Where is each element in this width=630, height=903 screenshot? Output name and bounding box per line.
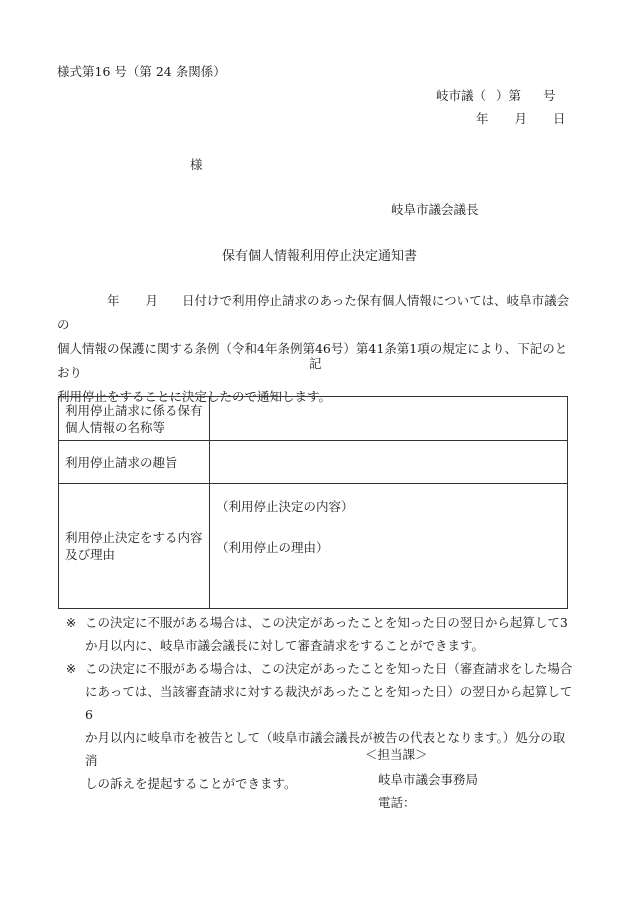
body-line-1: 年 月 日付けで利用停止請求のあった保有個人情報については、岐阜市議会の (57, 293, 570, 332)
sender-name: 岐阜市議会議長 (391, 202, 479, 217)
row1-label: 利用停止請求に係る保有 個人情報の名称等 (59, 397, 210, 441)
table-row (59, 441, 568, 484)
note-mark: ※ (65, 615, 77, 630)
issue-date: 年 月 日 (476, 111, 566, 126)
note-mark: ※ (65, 661, 77, 676)
decision-reason-label: （利用停止の理由） (216, 540, 329, 555)
note-item: ※ この決定に不服がある場合は、この決定があったことを知った日（審査請求をした場合 にあっては、当該審査請求に対する裁決があったことを知った日）の翌日から起算して6 か月以内に岐阜市を被告として（岐阜市議会議長が被告の代表となります。）処分の取消 しの訴えを提起することができます。 (57, 657, 577, 795)
contact-office: 岐阜市議会事務局 (378, 772, 479, 787)
contact-phone: 電話： (378, 795, 416, 810)
notes (57, 611, 577, 795)
row3-label: 利用停止決定をする内容 及び理由 (59, 484, 210, 609)
notice-body (57, 289, 577, 409)
decision-content-label: （利用停止決定の内容） (216, 499, 354, 514)
body-line-3: 利用停止をすることに決定したので通知します。 (57, 389, 332, 404)
form-number: 様式第16 号（第 24 条関係） (57, 64, 226, 79)
row2-label: 利用停止請求の趣旨 (59, 441, 210, 484)
row2-value (210, 441, 568, 484)
decision-table (58, 396, 568, 609)
ki-heading: 記 (309, 356, 322, 371)
note-item: ※ この決定に不服がある場合は、この決定があったことを知った日の翌日から起算して3 か月以内に、岐阜市議会議長に対して審査請求をすることができます。 (57, 611, 577, 657)
body-line-2: 個人情報の保護に関する条例（令和4年条例第46号）第41条第1項の規定により、下記のとおり (57, 341, 568, 380)
row1-value (210, 397, 568, 441)
row3-value (210, 484, 568, 609)
table-row (59, 484, 568, 609)
recipient-honorific: 様 (190, 157, 203, 172)
document-title: 保有個人情報利用停止決定通知書 (222, 249, 418, 264)
document-number: 岐市議（ ）第 号 (436, 88, 556, 103)
table-row (59, 397, 568, 441)
contact-heading: ＜担当課＞ (365, 747, 428, 762)
